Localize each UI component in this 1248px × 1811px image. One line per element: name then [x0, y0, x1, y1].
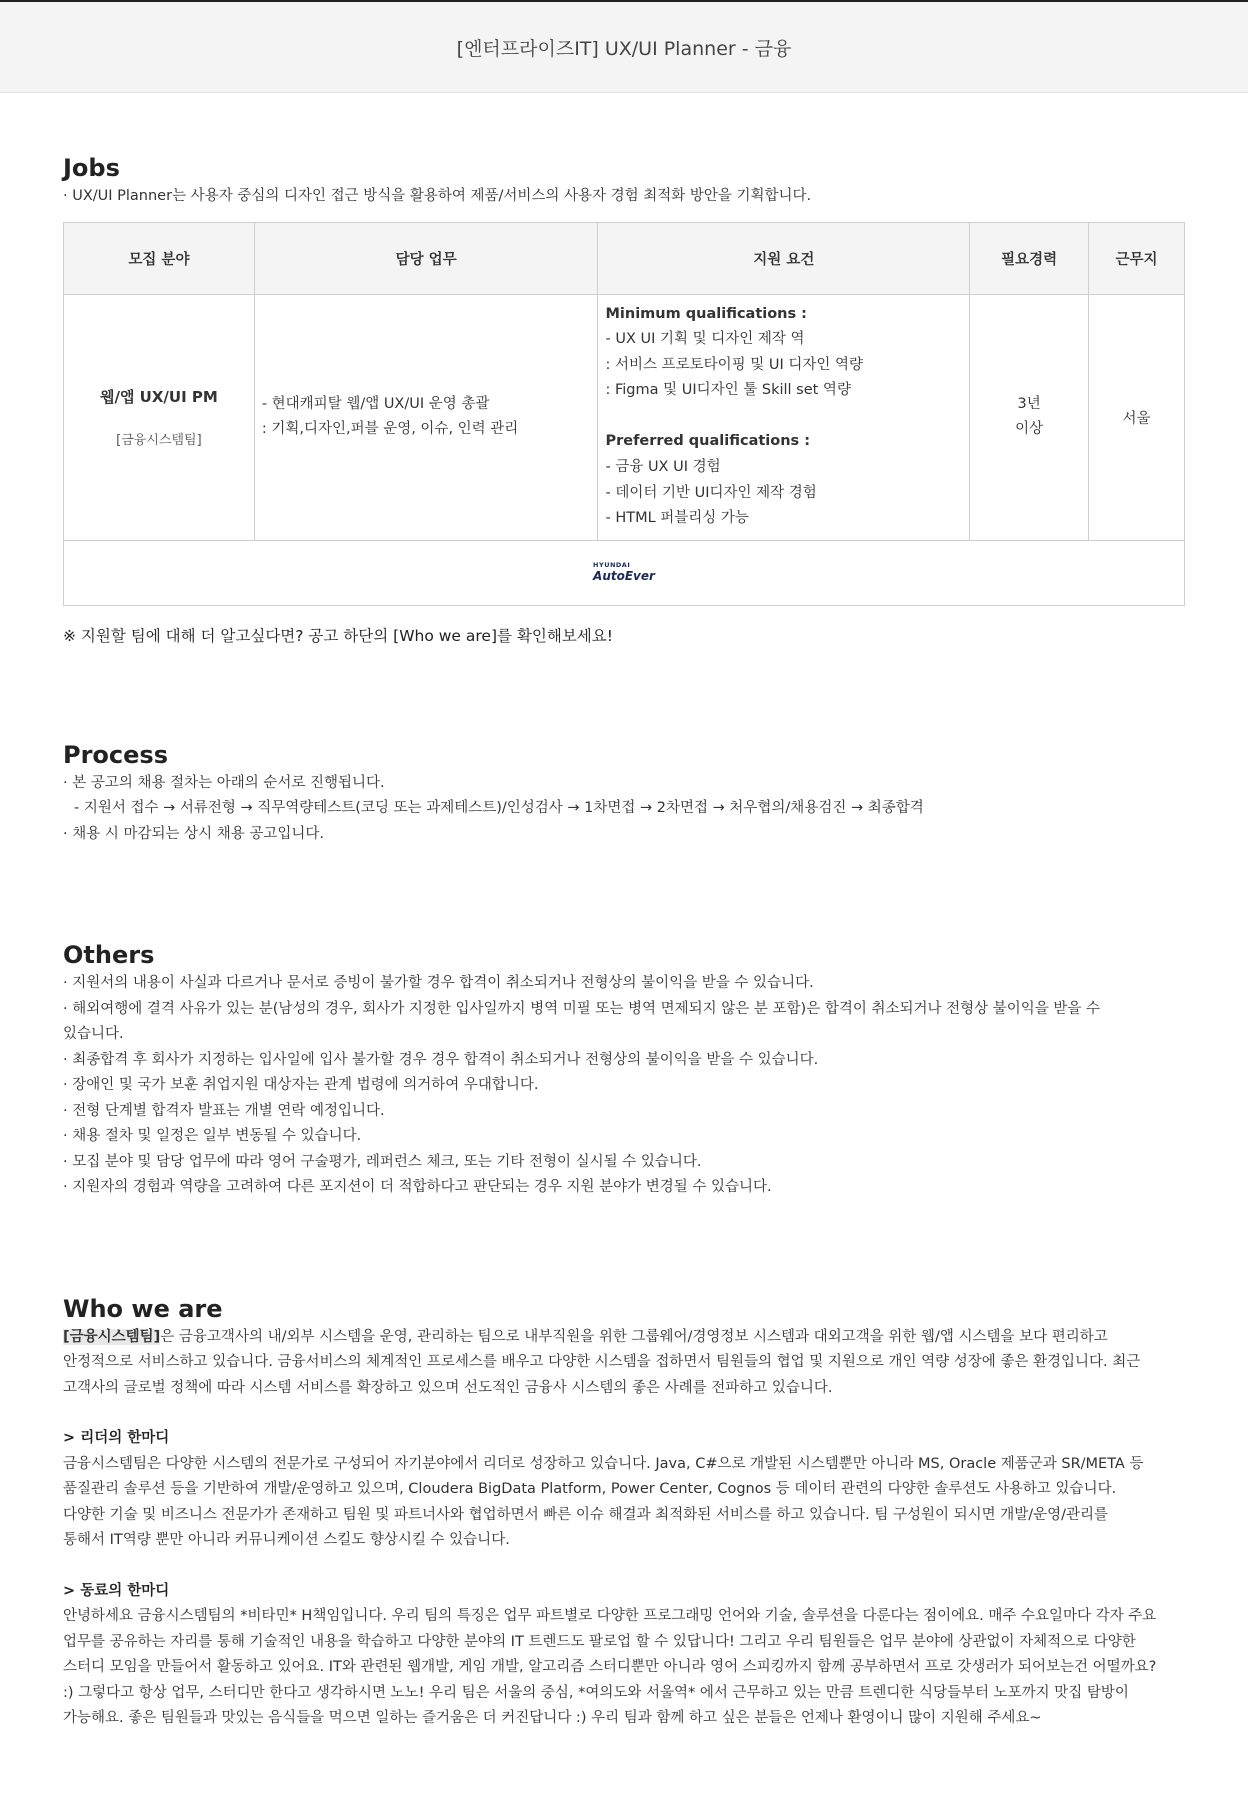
team-info-note: ※ 지원할 팀에 대해 더 알고싶다면? 공고 하단의 [Who we are]를 확인해보세요!: [63, 626, 613, 645]
pref-qual-item: - 데이터 기반 UI디자인 제작 경험: [605, 484, 817, 501]
peer-line: 업무를 공유하는 자리를 통해 기술적인 내용을 학습하고 다양한 분야의 IT 트렌드도 팔로업 할 수 있답니다! 그리고 우리 팀원들은 업무 분야에 상관없이 자체적으로 다양한: [63, 1633, 1136, 1650]
pref-qual-item: - HTML 퍼블리싱 가능: [605, 510, 749, 527]
jobs-section: [63, 152, 1187, 646]
leader-line: 금융시스템팀은 다양한 시스템의 전문가로 구성되어 자기분야에서 리더로 성장하고 있습니다. Java, C#으로 개발된 시스템뿐만 아니라 MS, Oracle 제품군과 SR/META 등: [63, 1455, 1144, 1472]
position-team: [금융시스템팀]: [116, 433, 202, 449]
experience-cell: [970, 294, 1089, 540]
min-qual-item: : 서비스 프로토타이핑 및 UI 디자인 역량: [605, 356, 864, 373]
leader-line: 다양한 기술 및 비즈니스 전문가가 존재하고 팀원 및 파트너사와 협업하면서 빠른 이슈 해결과 최적화된 서비스를 하고 있습니다. 팀 구성원이 되시면 개발/운영/관리를: [63, 1506, 1109, 1523]
logo-row: [64, 540, 1185, 605]
others-heading: Others: [63, 941, 155, 970]
location-cell: 서울: [1089, 294, 1185, 540]
who-intro: [63, 1325, 1187, 1351]
experience-years: 3년: [1017, 395, 1041, 412]
table-header-row: [64, 222, 1185, 294]
leader-title: > 리더의 한마디: [63, 1430, 170, 1447]
who-intro-first: 은 금융고객사의 내/외부 시스템을 운영, 관리하는 팀으로 내부직원을 위한 그룹웨어/경영정보 시스템과 대외고객을 위한 웹/앱 시스템을 보다 편리하고: [160, 1328, 1108, 1345]
pref-qual-title: Preferred qualifications :: [605, 433, 811, 450]
peer-line: :) 그렇다고 항상 업무, 스터디만 한다고 생각하시면 노노! 우리 팀은 서울의 중심, *여의도와 서울역* 에서 근무하고 있는 만큼 트렌디한 식당들부터 노포까지 맛집 탐방이: [63, 1684, 1129, 1701]
who-heading: Who we are: [63, 1294, 223, 1323]
duty-line: : 기획,디자인,퍼블 운영, 이슈, 인력 관리: [261, 421, 519, 438]
requirements-cell: [598, 294, 970, 540]
position-cell: [64, 294, 255, 540]
leader-line: 품질관리 솔루션 등을 기반하여 개발/운영하고 있으며, Cloudera BigData Platform, Power Center, Cognos 등 데이터 관련의 다양한 솔루션도 사용하고 있습니다.: [63, 1481, 1117, 1498]
process-section: [63, 739, 1187, 848]
jobs-table: [63, 222, 1185, 606]
process-heading: Process: [63, 740, 168, 769]
table-row: [64, 294, 1185, 540]
others-line: · 지원자의 경험과 역량을 고려하여 다른 포지션이 더 적합하다고 판단되는 경우 지원 분야가 변경될 수 있습니다.: [63, 1179, 772, 1196]
logo-big-text: AutoEver: [593, 568, 655, 583]
page-title: [엔터프라이즈IT] UX/UI Planner - 금융: [456, 37, 792, 60]
job-posting-content: [63, 152, 1187, 1732]
peer-line: 스터디 모임을 만들어서 활동하고 있어요. IT와 관련된 웹개발, 게임 개발, 알고리즘 스터디뿐만 아니라 영어 스피킹까지 함께 공부하면서 프로 갓생러가 되어보는건 어떨까요?: [63, 1659, 1157, 1676]
peer-line: 가능해요. 좋은 팀원들과 맛있는 음식들을 먹으면 일하는 즐거움은 더 커진답니다 :) 우리 팀과 함께 하고 싶은 분들은 언제나 환영이니 많이 지원해 주세요~: [63, 1710, 1042, 1727]
others-line: 있습니다.: [63, 1026, 124, 1043]
hyundai-autoever-logo: [593, 562, 655, 582]
who-intro-line: 고객사의 글로벌 정책에 따라 시스템 서비스를 확장하고 있으며 선도적인 금융사 시스템의 좋은 사례를 전파하고 있습니다.: [63, 1379, 833, 1396]
col-header-location: 근무지: [1089, 222, 1185, 294]
others-line: · 장애인 및 국가 보훈 취업지원 대상자는 관계 법령에 의거하여 우대합니다.: [63, 1077, 539, 1094]
duty-line: - 현대캐피탈 웹/앱 UX/UI 운영 총괄: [261, 395, 490, 412]
who-intro-line: 안정적으로 서비스하고 있습니다. 금융서비스의 체계적인 프로세스를 배우고 다양한 시스템을 접하면서 팀원들의 협업 및 지원으로 개인 역량 성장에 좋은 환경입니다. 최근: [63, 1354, 1141, 1371]
col-header-field: 모집 분야: [64, 222, 255, 294]
others-line: · 전형 단계별 합격자 발표는 개별 연락 예정입니다.: [63, 1102, 385, 1119]
peer-line: 안녕하세요 금융시스템팀의 *비타민* H책임입니다. 우리 팀의 특징은 업무 파트별로 다양한 프로그래밍 언어와 기술, 솔루션을 다룬다는 점이에요. 매주 수요일마다 각자 주요: [63, 1608, 1157, 1625]
experience-qualifier: 이상: [1015, 421, 1044, 438]
min-qual-item: - UX UI 기획 및 디자인 제작 역: [605, 331, 805, 348]
others-section: [63, 939, 1187, 1201]
process-line: · 본 공고의 채용 절차는 아래의 순서로 진행됩니다.: [63, 774, 385, 791]
logo-cell: [64, 540, 1185, 605]
col-header-requirements: 지원 요건: [598, 222, 970, 294]
page-header: [0, 2, 1248, 93]
others-line: · 모집 분야 및 담당 업무에 따라 영어 구술평가, 레퍼런스 체크, 또는 기타 전형이 실시될 수 있습니다.: [63, 1153, 702, 1170]
others-line: · 최종합격 후 회사가 지정하는 입사일에 입사 불가할 경우 경우 합격이 취소되거나 전형상의 불이익을 받을 수 있습니다.: [63, 1051, 819, 1068]
process-steps: - 지원서 접수 → 서류전형 → 직무역량테스트(코딩 또는 과제테스트)/인성검사 → 1차면접 → 2차면접 → 처우협의/채용검진 → 최종합격: [74, 800, 924, 817]
peer-title: > 동료의 한마디: [63, 1582, 170, 1599]
duty-cell: [254, 294, 598, 540]
team-name-highlight: [금융시스템팀]: [63, 1328, 161, 1345]
col-header-experience: 필요경력: [970, 222, 1089, 294]
others-line: · 해외여행에 결격 사유가 있는 분(남성의 경우, 회사가 지정한 입사일까지 병역 미필 또는 병역 면제되지 않은 분 포함)은 합격이 취소되거나 전형상 불이익을 받을 수: [63, 1000, 1100, 1017]
jobs-intro: · UX/UI Planner는 사용자 중심의 디자인 접근 방식을 활용하여 제품/서비스의 사용자 경험 최적화 방안을 기획합니다.: [63, 188, 812, 204]
logo-small-text: HYUNDAI: [593, 561, 631, 570]
who-we-are-section: [63, 1293, 1187, 1732]
process-line: · 채용 시 마감되는 상시 채용 공고입니다.: [63, 825, 324, 842]
spacer: [605, 404, 963, 430]
jobs-heading: Jobs: [63, 154, 120, 182]
pref-qual-item: - 금융 UX UI 경험: [605, 459, 721, 476]
others-line: · 지원서의 내용이 사실과 다르거나 문서로 증빙이 불가할 경우 합격이 취소되거나 전형상의 불이익을 받을 수 있습니다.: [63, 975, 814, 992]
min-qual-title: Minimum qualifications :: [605, 305, 807, 322]
leader-line: 통해서 IT역량 뿐만 아니라 커뮤니케이션 스킬도 향상시킬 수 있습니다.: [63, 1532, 510, 1549]
others-line: · 채용 절차 및 일정은 일부 변동될 수 있습니다.: [63, 1128, 362, 1145]
position-title: 웹/앱 UX/UI PM: [100, 388, 218, 407]
min-qual-item: : Figma 및 UI디자인 툴 Skill set 역량: [605, 382, 851, 399]
col-header-duty: 담당 업무: [254, 222, 598, 294]
